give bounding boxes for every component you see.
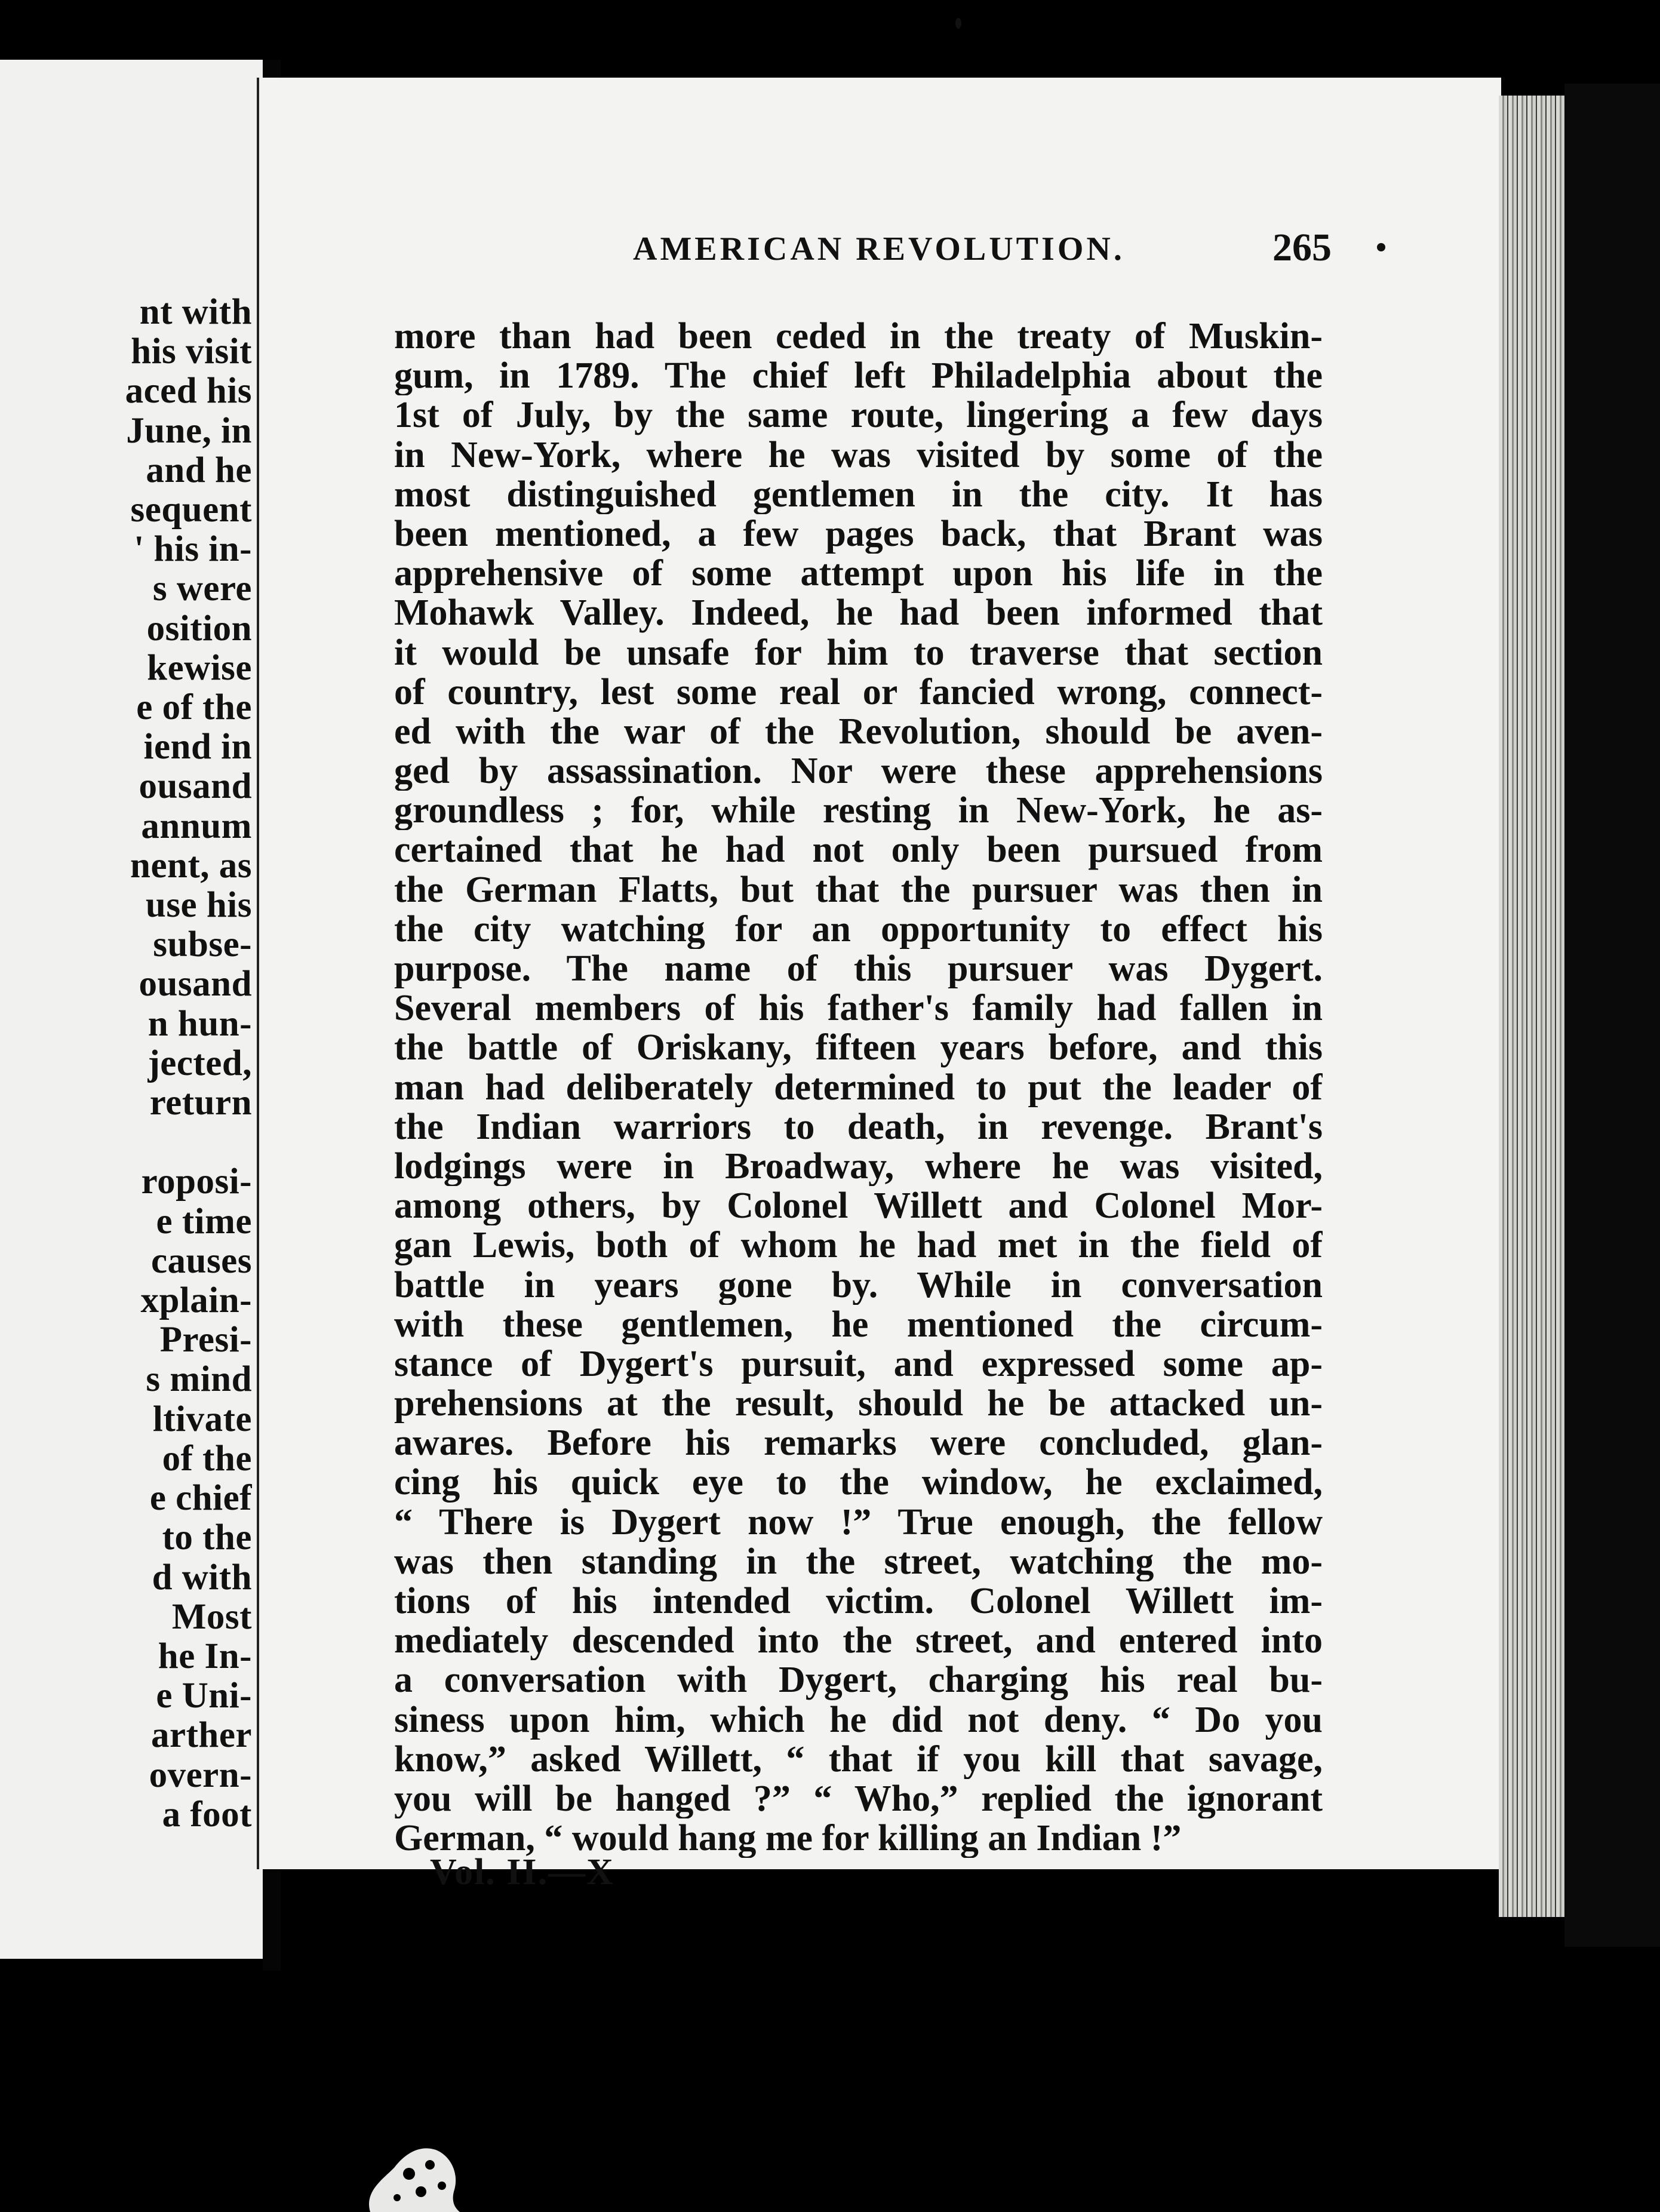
page-edges	[1499, 96, 1564, 1917]
left-page-line: subse-	[153, 924, 252, 965]
body-line: lodgings were in Broadway, where he was visited,	[394, 1146, 1323, 1187]
body-line: awares. Before his remarks were concluded, glan-	[394, 1423, 1323, 1463]
left-page-line: ousand	[139, 964, 252, 1004]
body-line: among others, by Colonel Willett and Colonel Mor-	[394, 1186, 1323, 1226]
body-line: the battle of Oriskany, fifteen years before, and this	[394, 1028, 1323, 1068]
body-text	[394, 317, 1323, 1858]
body-line: man had deliberately determined to put the leader of	[394, 1067, 1323, 1107]
body-line: German, “ would hang me for killing an Indian !”	[394, 1818, 1182, 1858]
left-page-line: ousand	[139, 766, 252, 807]
left-page-line: arther	[151, 1715, 252, 1756]
left-page-line: nent, as	[130, 845, 252, 886]
body-line: in New-York, where he was visited by some of the	[394, 435, 1323, 475]
body-line: ged by assassination. Nor were these apprehensions	[394, 751, 1323, 791]
body-line: with these gentlemen, he mentioned the circum-	[394, 1304, 1323, 1344]
page-number: 265	[1272, 226, 1332, 269]
body-line: mediately descended into the street, and entered into	[394, 1621, 1323, 1661]
left-page-line: June, in	[126, 410, 252, 451]
body-line: siness upon him, which he did not deny. “ Do you	[394, 1700, 1323, 1740]
left-page-line: iend in	[143, 727, 252, 767]
left-page-line: ' his in-	[134, 529, 252, 570]
left-page-line: s were	[152, 569, 252, 609]
lace-fragment	[346, 2108, 484, 2212]
body-line: certained that he had not only been pursued from	[394, 830, 1323, 870]
left-page-line: overn-	[149, 1755, 252, 1795]
left-page-line: to the	[162, 1517, 252, 1558]
body-line: a conversation with Dygert, charging his real bu-	[394, 1660, 1323, 1700]
body-line: “ There is Dygert now !” True enough, the fellow	[394, 1502, 1323, 1542]
body-line: ed with the war of the Revolution, should be aven-	[394, 711, 1323, 752]
left-page	[0, 60, 263, 1959]
left-page-text	[125, 293, 252, 1835]
body-line: prehensions at the result, should he be attacked un-	[394, 1384, 1323, 1424]
body-line: was then standing in the street, watching the mo-	[394, 1541, 1323, 1581]
left-page-line: e of the	[136, 687, 252, 728]
left-page-line: e chief	[149, 1478, 252, 1519]
body-line: Several members of his father's family had fallen in	[394, 988, 1323, 1028]
left-page-line	[125, 1123, 252, 1162]
body-line: know,” asked Willett, “ that if you kill that savage,	[394, 1739, 1323, 1779]
body-line: tions of his intended victim. Colonel Willett im-	[394, 1581, 1323, 1621]
left-page-line: a foot	[162, 1794, 252, 1835]
left-page-line: ltivate	[152, 1399, 252, 1439]
left-page-line: e Uni-	[156, 1676, 252, 1716]
left-page-line: use his	[145, 885, 252, 926]
left-page-line: osition	[146, 608, 252, 649]
left-page-line: aced his	[125, 371, 252, 411]
left-page-line: return	[149, 1083, 252, 1123]
left-page-line: he In-	[158, 1636, 252, 1676]
left-page-line: Most	[171, 1596, 252, 1637]
left-page-line: n hun-	[147, 1003, 252, 1044]
speck	[955, 18, 961, 29]
left-page-line: causes	[150, 1240, 252, 1281]
body-line: it would be unsafe for him to traverse that section	[394, 632, 1323, 672]
body-line: been mentioned, a few pages back, that Brant was	[394, 514, 1323, 554]
body-line: groundless ; for, while resting in New-York, he as-	[394, 791, 1323, 831]
body-line: 1st of July, by the same route, lingering a few days	[394, 395, 1323, 435]
body-line: cing his quick eye to the window, he exclaimed,	[394, 1463, 1323, 1503]
body-line: of country, lest some real or fancied wrong, connect-	[394, 672, 1323, 712]
body-line: the Indian warriors to death, in revenge. Brant's	[394, 1107, 1323, 1147]
left-page-line: Presi-	[159, 1320, 252, 1360]
body-line: most distinguished gentlemen in the city. It has	[394, 474, 1323, 514]
left-page-line: jected,	[147, 1043, 252, 1083]
left-page-line: his visit	[131, 331, 252, 372]
left-page-line: nt with	[139, 292, 252, 332]
left-page-line: d with	[152, 1557, 252, 1597]
left-page-line: of the	[162, 1438, 252, 1479]
left-page-line: and he	[146, 450, 252, 490]
body-line: the city watching for an opportunity to effect his	[394, 909, 1323, 949]
body-line: battle in years gone by. While in conversation	[394, 1265, 1323, 1305]
body-line: purpose. The name of this pursuer was Dygert.	[394, 949, 1323, 989]
body-line: Mohawk Valley. Indeed, he had been informed that	[394, 593, 1323, 633]
left-page-line: annum	[141, 806, 252, 846]
running-head	[633, 226, 1409, 278]
left-page-line: sequent	[130, 490, 252, 530]
book-cover-edge	[1564, 84, 1660, 1947]
body-line: more than had been ceded in the treaty of Muskin-	[394, 317, 1323, 357]
signature-mark: Vol. II.—X	[430, 1852, 614, 1893]
left-page-line: xplain-	[140, 1280, 252, 1321]
running-title: AMERICAN REVOLUTION.	[633, 231, 1125, 268]
left-page-line: s mind	[146, 1359, 252, 1400]
body-line: gum, in 1789. The chief left Philadelphia about the	[394, 356, 1323, 396]
body-line: apprehensive of some attempt upon his life in the	[394, 554, 1323, 594]
body-line: stance of Dygert's pursuit, and expressed some ap-	[394, 1344, 1323, 1384]
body-line: the German Flatts, but that the pursuer was then in	[394, 870, 1323, 910]
body-line: you will be hanged ?” “ Who,” replied the ignorant	[394, 1778, 1323, 1819]
left-page-line: roposi-	[141, 1162, 252, 1202]
left-page-line: e time	[156, 1201, 252, 1242]
body-line: gan Lewis, both of whom he had met in the field of	[394, 1225, 1323, 1265]
ornament-dot	[1377, 243, 1385, 251]
left-page-line: kewise	[147, 647, 252, 688]
